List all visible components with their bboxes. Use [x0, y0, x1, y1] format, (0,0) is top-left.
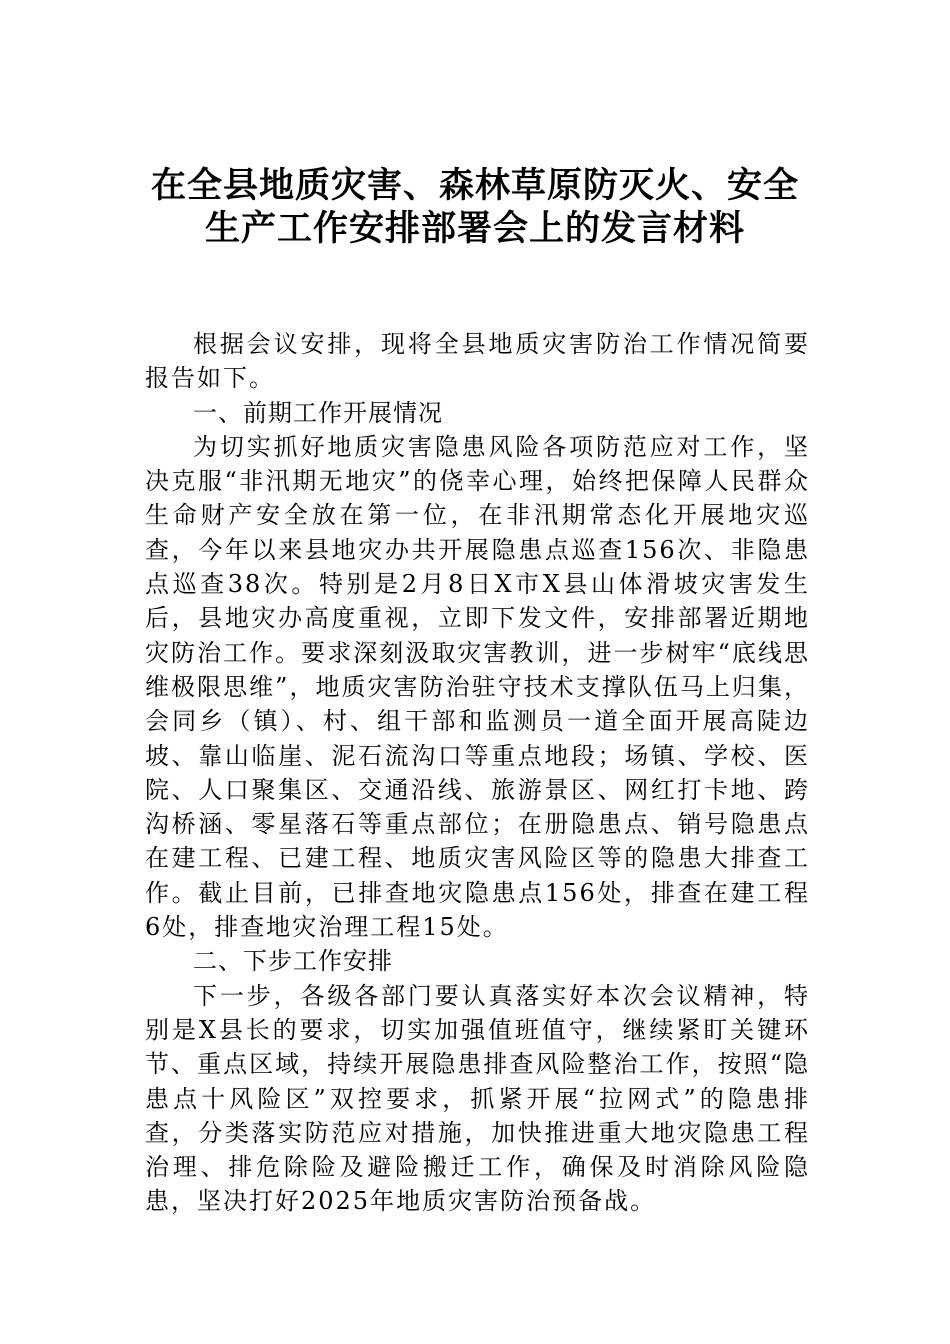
- document-title-line-1: 在全县地质灾害、森林草原防灭火、安全: [150, 165, 799, 206]
- section-2-heading: 二、下步工作安排: [193, 947, 393, 976]
- section-2-paragraph: 下一步，各级各部门要认真落实好本次会议精神，特别是X县长的要求，切实加强值班值守，继续紧盯关键环节、重点区域，持续开展隐患排查风险整治工作，按照“隐患点十风险区”双控要求，抓紧开展“拉网式”的隐患排查，分类落实防范应对措施，加快推进重大地灾隐患工程治理、排危除险及避险搬迁工作，确保及时消除风险隐患，坚决打好2025年地质灾害防治预备战。: [145, 981, 810, 1216]
- section-1-paragraph: 为切实抓好地质灾害隐患风险各项防范应对工作，坚决克服“非汛期无地灾”的侥幸心理，始终把保障人民群众生命财产安全放在第一位，在非汛期常态化开展地灾巡查，今年以来县地灾办共开展隐患点巡查156次、非隐患点巡查38次。特别是2月8日X市X县山体滑坡灾害发生后，县地灾办高度重视，立即下发文件，安排部署近期地灾防治工作。要求深刻汲取灾害教训，进一步树牢“底线思维极限思维”，地质灾害防治驻守技术支撑队伍马上归集，会同乡（镇）、村、组干部和监测员一道全面开展高陡边坡、靠山临崖、泥石流沟口等重点地段；场镇、学校、医院、人口聚集区、交通沿线、旅游景区、网红打卡地、跨沟桥涵、零星落石等重点部位；在册隐患点、销号隐患点在建工程、已建工程、地质灾害风险区等的隐患大排查工作。截止目前，已排查地灾隐患点156处，排查在建工程6处，排查地灾治理工程15处。: [145, 432, 810, 942]
- section-1-heading: 一、前期工作开展情况: [193, 398, 443, 427]
- document-title-line-2: 生产工作安排部署会上的发言材料: [204, 208, 745, 249]
- document-body: [145, 327, 810, 1219]
- intro-paragraph: 根据会议安排，现将全县地质灾害防治工作情况简要报告如下。: [145, 330, 810, 393]
